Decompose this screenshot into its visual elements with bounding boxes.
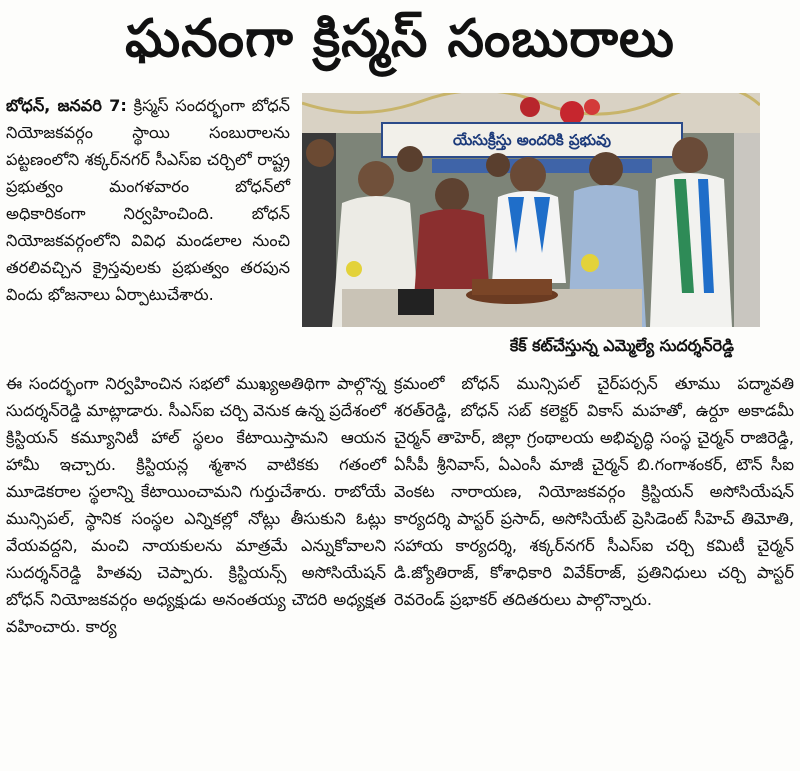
article-paragraph-1 (6, 92, 290, 308)
dateline: బోధన్, జనవరి 7: (6, 96, 127, 115)
article-paragraph-2: ఈ సందర్భంగా నిర్వహించిన సభలో ముఖ్యఅతిథిగా పాల్గొన్న సుదర్శన్‌రెడ్డి మాట్లాడారు. సీఎస్ఐ చర్చి వెనుక ఉన్న ప్రదేశంలో క్రిస్టియన్ కమ్యూనిటీ హాల్ స్థలం కేటాయిస్తామని ఆయన హామీ ఇచ్చారు. క్రిస్టియన్ల శ్మశాన వాటికకు గతంలో మూడెకరాల స్థలాన్ని కేటాయించామని గుర్తుచేశారు. రాబోయే మున్సిపల్, స్థానిక సంస్థల ఎన్నికల్లో నోట్లు తీసుకుని ఓట్లు వేయవద్దని, మంచి నాయకులను మాత్రమే ఎన్నుకోవాలని సుదర్శన్‌రెడ్డి హితవు చెప్పారు. క్రిస్టియన్స్ అసోసియేషన్ బోధన్ నియోజకవర్గం అధ్యక్షుడు అనంతయ్య చౌదరి అధ్యక్షత వహించారు. కార్య (6, 374, 386, 636)
photo-caption (302, 330, 760, 364)
article-paragraph-3: క్రమంలో బోధన్ మున్సిపల్ చైర్‌పర్సన్ తూము పద్మావతి శరత్‌రెడ్డి, బోధన్ సబ్ కలెక్టర్ వికాస్ మహతో, ఉర్దూ అకాడమీ చైర్మన్ తాహెర్, జిల్లా గ్రంథాలయ అభివృద్ధి సంస్థ చైర్మన్ రాజిరెడ్డి, ఏసీపీ శ్రీనివాస్, ఏఎంసీ మాజీ చైర్మన్ బి.గంగాశంకర్, టౌన్ సీఐ వెంకట నారాయణ, నియోజకవర్గం క్రిస్టియన్ అసోసియేషన్ కార్యదర్శి పాస్టర్ ప్రసాద్, అసోసియేట్ ప్రెసిడెంట్ సీహెచ్ తిమోతి, సహాయ కార్యదర్శి, శక్కర్‌నగర్ సీఎస్ఐ చర్చి కమిటీ చైర్మన్ డి.జ్యోతిరాజ్, కోశాధికారి వివేక్‌రాజ్, ప్రతినిధులు చర్చి పాస్టర్ రెవరెండ్ ప్రభాకర్ తదితరులు పాల్గొన్నారు. (394, 374, 794, 609)
article-paragraph-1-text: క్రిస్మస్ సందర్భంగా బోధన్ నియోజకవర్గం స్థాయి సంబురాలను పట్టణంలోని శక్కర్‌నగర్ సీఎస్ఐ చర్చిలో రాష్ట్ర ప్రభుత్వం మంగళవారం బోధన్‌లో అధికారికంగా నిర్వహించింది. బోధన్ నియోజకవర్గంలోని వివిధ మండలాల నుంచి తరలివచ్చిన క్రైస్తవులకు ప్రభుత్వం తరపున విందు భోజనాలు ఏర్పాటుచేశారు. (6, 96, 290, 304)
event-photo (302, 93, 760, 327)
banner-text: యేసుక్రీస్తు అందరికి ప్రభువు (452, 131, 612, 149)
photo-caption-text: కేక్ కట్‌చేస్తున్న ఎమ్మెల్యే సుదర్శన్‌రెడ్డి (509, 335, 734, 355)
headline: ఘనంగా క్రిస్మస్ సంబురాలు (125, 8, 675, 69)
